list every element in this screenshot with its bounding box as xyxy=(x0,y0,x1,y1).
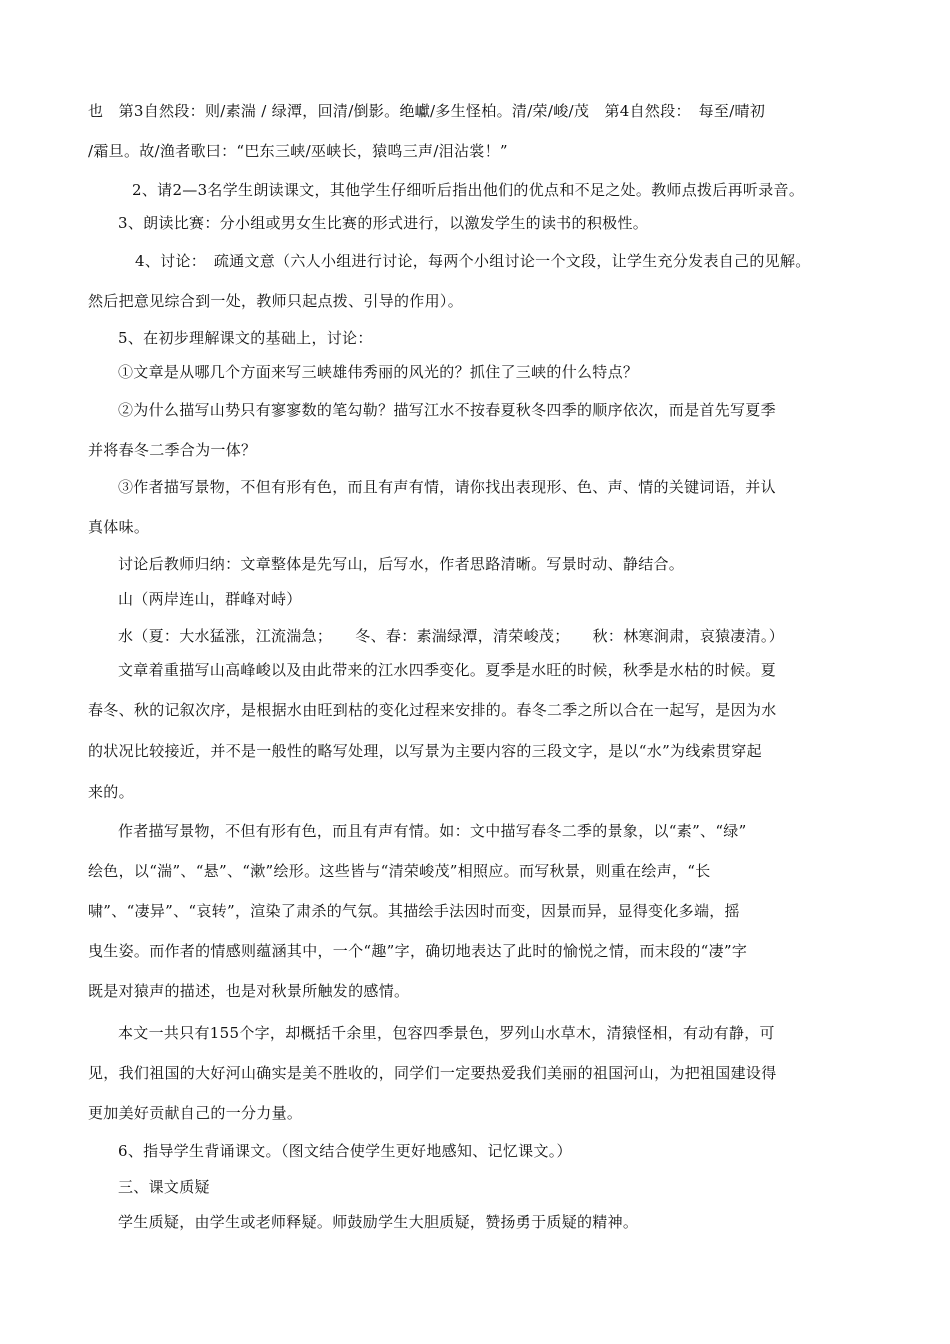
text-line: 见，我们祖国的大好河山确实是美不胜收的，同学们一定要热爱我们美丽的祖国河山，为把祖国建设得 xyxy=(88,1064,777,1082)
text-line: ②为什么描写山势只有寥寥数的笔勾勒？描写江水不按春夏秋冬四季的顺序依次，而是首先写夏季 xyxy=(118,401,776,419)
text-line: 作者描写景物，不但有形有色，而且有声有情。如：文中描写春冬二季的景象，以“素”、“绿” xyxy=(118,822,747,840)
text-line: 山（两岸连山，群峰对峙） xyxy=(118,590,302,608)
text-line: 3、朗读比赛：分小组或男女生比赛的形式进行，以激发学生的读书的积极性。 xyxy=(118,214,649,232)
text-line: 更加美好贡献自己的一分力量。 xyxy=(88,1104,303,1122)
text-line: 真体味。 xyxy=(88,518,150,536)
text-line: 绘色，以“湍”、“悬”、“漱”绘形。这些皆与“清荣峻茂”相照应。而写秋景，则重在绘声，“长 xyxy=(88,862,711,880)
text-line: 然后把意见综合到一处，教师只起点拨、引导的作用）。 xyxy=(88,292,464,310)
text-line: ③作者描写景物，不但有形有色，而且有声有情，请你找出表现形、色、声、情的关键词语，并认 xyxy=(118,478,776,496)
text-line: 2、请2—3名学生朗读课文，其他学生仔细听后指出他们的优点和不足之处。教师点拨后再听录音。 xyxy=(132,181,805,199)
text-line: 本文一共只有155个字，却概括千余里，包容四季景色，罗列山水草木，清猿怪相，有动有静，可 xyxy=(118,1024,775,1042)
text-line: 曳生姿。而作者的情感则蕴涵其中，一个“趣”字，确切地表达了此时的愉悦之情，而末段的“凄”字 xyxy=(88,942,748,960)
text-line: 春冬、秋的记叙次序，是根据水由旺到枯的变化过程来安排的。春冬二季之所以合在一起写，是因为水 xyxy=(88,701,777,719)
text-line: 既是对猿声的描述，也是对秋景所触发的感情。 xyxy=(88,982,410,1000)
text-line: 学生质疑，由学生或老师释疑。师鼓励学生大胆质疑，赞扬勇于质疑的精神。 xyxy=(118,1213,639,1231)
text-line: 啸”、“凄异”、“哀转”，渲染了肃杀的气氛。其描绘手法因时而变，因景而异，显得变化多端，摇 xyxy=(88,902,740,920)
text-line: 讨论后教师归纳：文章整体是先写山，后写水，作者思路清晰。写景时动、静结合。 xyxy=(118,555,685,573)
text-line: 也 第3自然段：则/素湍 / 绿潭，回清/倒影。绝巘/多生怪柏。清/荣/峻/茂 第4自然段： 每至/晴初 xyxy=(88,102,766,120)
text-line: 4、讨论： 疏通文意（六人小组进行讨论，每两个小组讨论一个文段，让学生充分发表自己的见解。 xyxy=(135,252,811,270)
text-line: 5、在初步理解课文的基础上，讨论： xyxy=(118,329,373,347)
text-line: /霜旦。故/渔者歌曰：“巴东三峡/巫峡长，猿鸣三声/泪沾裳！” xyxy=(88,142,508,160)
text-line: 并将春冬二季合为一体？ xyxy=(88,441,257,459)
text-line: 文章着重描写山高峰峻以及由此带来的江水四季变化。夏季是水旺的时候，秋季是水枯的时候。夏 xyxy=(118,661,776,679)
text-line: 三、课文质疑 xyxy=(118,1178,210,1196)
text-line: 的状况比较接近，并不是一般性的略写处理，以写景为主要内容的三段文字，是以“水”为线索贯穿起 xyxy=(88,742,762,760)
text-line: 水（夏：大水猛涨，江流湍急； 冬、春：素湍绿潭，清荣峻茂； 秋：林寒涧肃，哀猿凄清。） xyxy=(118,627,785,645)
text-line: ①文章是从哪几个方面来写三峡雄伟秀丽的风光的？抓住了三峡的什么特点？ xyxy=(118,363,639,381)
text-line: 来的。 xyxy=(88,783,134,801)
text-line: 6、指导学生背诵课文。（图文结合使学生更好地感知、记忆课文。） xyxy=(118,1142,572,1160)
